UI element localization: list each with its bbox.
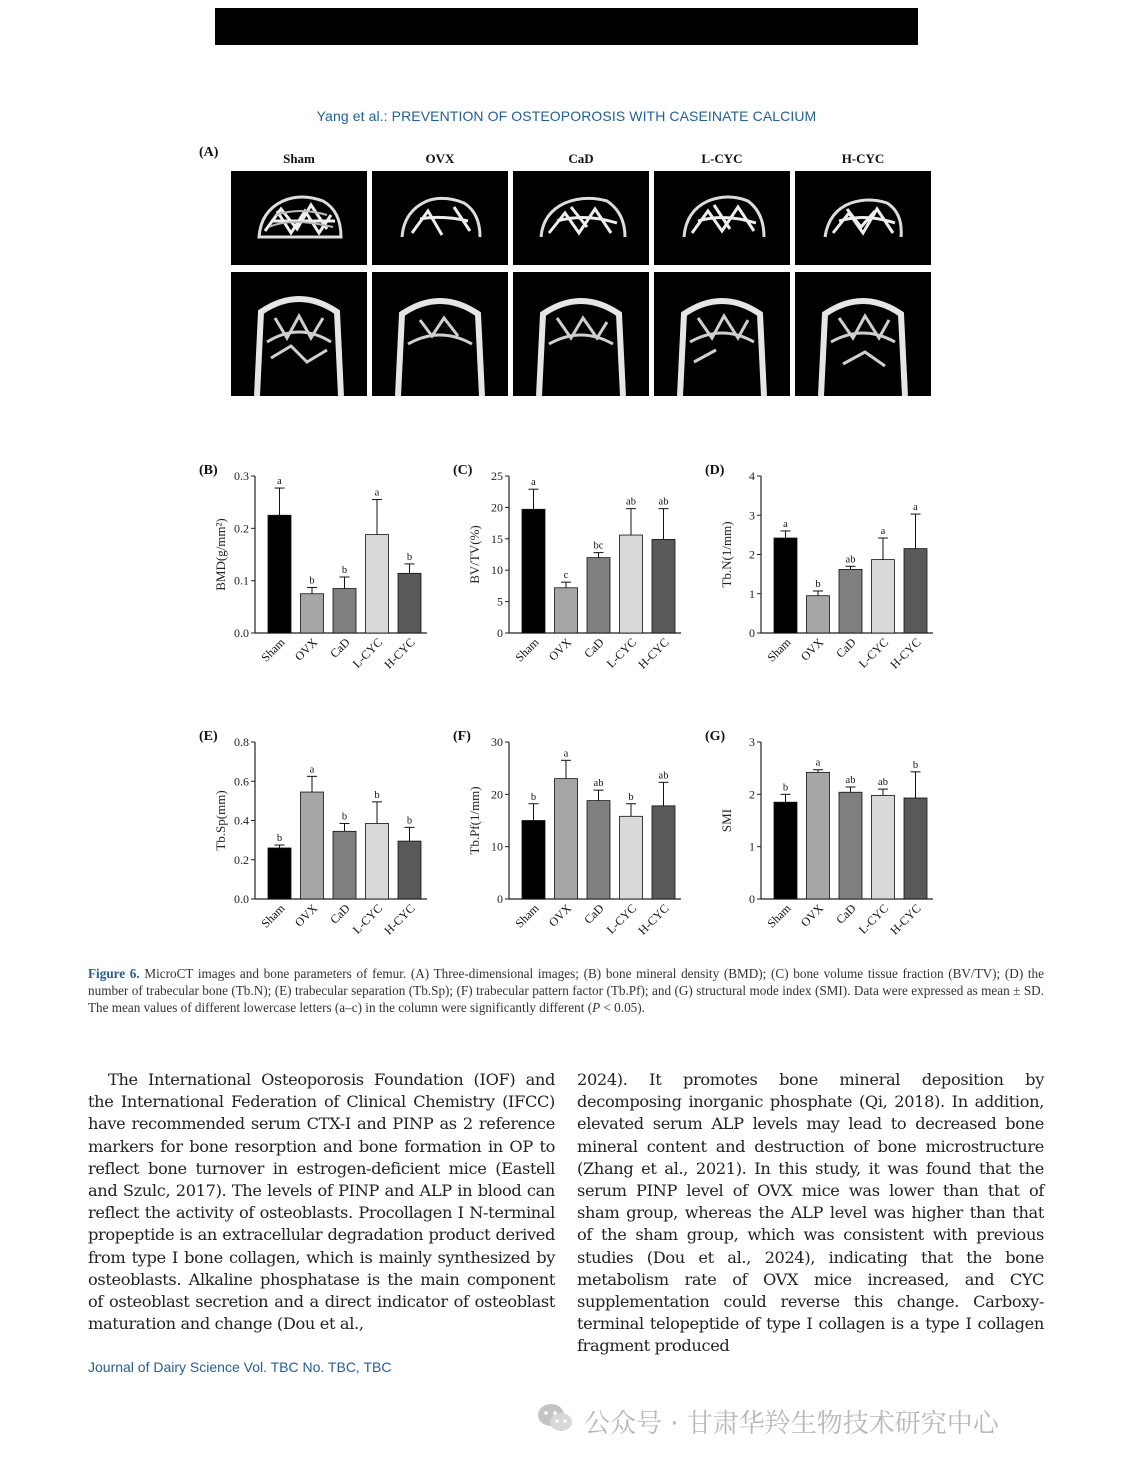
y-tick-label: 0.0 bbox=[234, 626, 249, 640]
journal-footer: Journal of Dairy Science Vol. TBC No. TBC, TBC bbox=[88, 1359, 392, 1375]
chart-svg bbox=[449, 460, 674, 675]
significance-label: a bbox=[309, 764, 315, 776]
bar-l-cyc bbox=[620, 816, 643, 899]
ct-femur-image-ovx bbox=[372, 272, 508, 396]
ct-3d-image-cad bbox=[513, 171, 649, 265]
chart-tb-sp bbox=[195, 726, 420, 941]
category-label: OVX bbox=[291, 901, 321, 930]
bar-l-cyc bbox=[872, 560, 895, 633]
bar-cad bbox=[839, 792, 862, 899]
significance-label: c bbox=[563, 570, 569, 582]
significance-label: b bbox=[406, 551, 413, 563]
category-label: OVX bbox=[291, 635, 321, 664]
bar-ovx bbox=[301, 594, 324, 633]
significance-label: a bbox=[374, 487, 380, 499]
y-tick-label: 15 bbox=[491, 531, 503, 546]
panel-label: (D) bbox=[705, 463, 725, 478]
caption-p-symbol: P bbox=[592, 1000, 601, 1015]
bar-cad bbox=[333, 589, 356, 633]
category-label: L-CYC bbox=[855, 901, 892, 937]
ct-femur-image-h-cyc bbox=[795, 272, 931, 396]
category-label: CaD bbox=[833, 901, 859, 927]
significance-label: b bbox=[276, 833, 283, 845]
y-axis-label: Tb.Pf(1/mm) bbox=[467, 786, 482, 855]
y-tick-label: 0 bbox=[497, 626, 503, 640]
image-label-l-cyc: L-CYC bbox=[701, 151, 743, 166]
category-label: CaD bbox=[581, 901, 607, 927]
running-head: Yang et al.: PREVENTION OF OSTEOPOROSIS WITH CASEINATE CALCIUM bbox=[316, 108, 817, 124]
y-axis-label: BV/TV(%) bbox=[467, 525, 482, 584]
significance-label: ab bbox=[845, 554, 856, 566]
y-tick-label: 0.8 bbox=[234, 735, 249, 749]
bar-h-cyc bbox=[652, 806, 675, 899]
significance-label: b bbox=[782, 782, 789, 794]
bar-h-cyc bbox=[904, 549, 927, 633]
category-label: OVX bbox=[797, 635, 827, 664]
bar-h-cyc bbox=[904, 798, 927, 899]
y-tick-label: 20 bbox=[491, 500, 503, 515]
category-label: Sham bbox=[764, 635, 794, 665]
bar-l-cyc bbox=[366, 535, 389, 633]
panel-label: (C) bbox=[453, 463, 473, 478]
category-label: L-CYC bbox=[603, 901, 640, 937]
chart-svg bbox=[701, 460, 926, 675]
ct-femur-image-cad bbox=[513, 272, 649, 396]
category-label: CaD bbox=[833, 635, 859, 661]
bar-l-cyc bbox=[620, 535, 643, 633]
body-column-left: The International Osteoporosis Foundation (IOF) and the International Federation of Clinical Chemistry (IFCC) have recommended serum CTX-I and PINP as 2 reference markers for bone resorption and bone formation in OP to reflect bone turnover in estrogen-deficient mice (Eastell and Szulc, 2017). The levels of PINP and ALP in blood can reflect the activity of osteoblasts. Procollagen I N-terminal propeptide is an extracellular degradation product derived from type I bone collagen, which is mainly synthesized by osteoblasts. Alkaline phosphatase is the main component of osteoblast secretion and a direct indicator of osteoblast maturation and change (Dou et al., bbox=[88, 1070, 555, 1334]
significance-label: a bbox=[913, 502, 918, 514]
significance-label: ab bbox=[658, 496, 669, 508]
significance-label: b bbox=[912, 759, 919, 771]
panel-label: (B) bbox=[199, 463, 218, 478]
category-label: CaD bbox=[327, 901, 353, 927]
chart-bmd bbox=[195, 460, 420, 675]
y-tick-label: 0 bbox=[749, 626, 755, 640]
significance-label: ab bbox=[845, 775, 856, 787]
category-label: H-CYC bbox=[381, 635, 418, 672]
bar-l-cyc bbox=[366, 823, 389, 899]
bar-sham bbox=[774, 802, 797, 899]
significance-label: b bbox=[374, 789, 380, 801]
category-label: L-CYC bbox=[855, 635, 892, 671]
bar-ovx bbox=[301, 792, 324, 899]
category-label: OVX bbox=[545, 901, 575, 930]
y-tick-label: 0.2 bbox=[234, 852, 249, 867]
panel-label: (G) bbox=[705, 729, 726, 744]
significance-label: a bbox=[531, 477, 536, 489]
significance-label: b bbox=[341, 565, 348, 577]
significance-label: b bbox=[628, 791, 634, 803]
significance-label: ab bbox=[626, 496, 636, 508]
bar-cad bbox=[587, 558, 610, 633]
y-tick-label: 1 bbox=[749, 586, 755, 601]
chart-svg bbox=[195, 726, 420, 941]
y-axis-label: Tb.N(1/mm) bbox=[719, 521, 734, 588]
chart-bv-tv bbox=[449, 460, 674, 675]
significance-label: b bbox=[309, 575, 315, 587]
significance-label: b bbox=[341, 811, 348, 823]
category-label: Sham bbox=[258, 901, 288, 931]
y-tick-label: 25 bbox=[491, 469, 503, 483]
y-tick-label: 2 bbox=[749, 547, 755, 562]
significance-label: ab bbox=[658, 770, 669, 782]
category-label: H-CYC bbox=[635, 635, 672, 672]
y-tick-label: 10 bbox=[491, 839, 503, 854]
bar-l-cyc bbox=[872, 795, 895, 899]
bar-sham bbox=[522, 821, 545, 900]
y-tick-label: 3 bbox=[749, 735, 755, 749]
bar-ovx bbox=[555, 588, 578, 633]
significance-label: a bbox=[880, 526, 886, 538]
bar-h-cyc bbox=[652, 539, 675, 633]
y-tick-label: 20 bbox=[491, 787, 503, 802]
y-tick-label: 3 bbox=[749, 508, 755, 523]
y-tick-label: 1 bbox=[749, 839, 755, 854]
significance-label: ab bbox=[878, 777, 888, 789]
ct-3d-image-sham bbox=[231, 171, 367, 265]
bar-sham bbox=[774, 538, 797, 633]
bar-h-cyc bbox=[398, 573, 421, 633]
bar-ovx bbox=[807, 596, 830, 633]
category-label: OVX bbox=[797, 901, 827, 930]
ct-3d-image-h-cyc bbox=[795, 171, 931, 265]
figure-caption bbox=[88, 965, 1044, 1016]
figure-label: Figure 6. bbox=[88, 966, 140, 981]
chart-smi bbox=[701, 726, 926, 941]
body-column-right: 2024). It promotes bone mineral deposition by decomposing inorganic phosphate (Qi, 2018). In addition, elevated serum ALP levels may lead to decreased bone mineral content and destruction of bone microstructure (Zhang et al., 2021). In this study, it was found that the serum PINP level of OVX mice was lower than that of sham group, whereas the ALP level was higher than that of the sham group, which was consistent with previous studies (Dou et al., 2024), indicating that the bone metabolism rate of OVX mice increased, and CYC supplementation could reverse this change. Carboxy-terminal telopeptide of type I collagen is a type I collagen fragment produced bbox=[577, 1070, 1044, 1356]
significance-label: a bbox=[277, 476, 282, 488]
bar-cad bbox=[839, 569, 862, 633]
category-label: Sham bbox=[764, 901, 794, 931]
redaction-bar bbox=[215, 8, 918, 45]
y-tick-label: 0.1 bbox=[234, 573, 249, 588]
category-label: CaD bbox=[327, 635, 353, 661]
bar-ovx bbox=[807, 772, 830, 899]
chart-tb-pf bbox=[449, 726, 674, 941]
y-tick-label: 0 bbox=[749, 892, 755, 906]
chart-svg bbox=[701, 726, 926, 941]
bar-ovx bbox=[555, 779, 578, 899]
y-axis-label: BMD(g/mm²) bbox=[213, 518, 228, 591]
image-label-h-cyc: H-CYC bbox=[841, 151, 885, 166]
chart-svg bbox=[195, 460, 420, 675]
image-label-cad: CaD bbox=[568, 151, 594, 166]
y-tick-label: 2 bbox=[749, 787, 755, 802]
y-tick-label: 0 bbox=[497, 892, 503, 906]
significance-label: b bbox=[406, 815, 413, 827]
y-tick-label: 0.3 bbox=[234, 469, 249, 483]
category-label: H-CYC bbox=[887, 635, 924, 672]
y-tick-label: 0.2 bbox=[234, 521, 249, 536]
category-label: Sham bbox=[512, 635, 542, 665]
category-label: L-CYC bbox=[349, 635, 386, 671]
significance-label: b bbox=[815, 579, 821, 591]
bar-sham bbox=[268, 515, 291, 633]
bar-sham bbox=[522, 509, 545, 633]
wechat-icon bbox=[536, 1402, 574, 1441]
image-label-sham: Sham bbox=[283, 151, 315, 166]
y-tick-label: 4 bbox=[749, 469, 755, 483]
significance-label: a bbox=[563, 748, 569, 760]
category-label: H-CYC bbox=[887, 901, 924, 938]
significance-label: a bbox=[815, 757, 821, 769]
bar-cad bbox=[587, 801, 610, 899]
chart-tb-n bbox=[701, 460, 926, 675]
bar-sham bbox=[268, 848, 291, 899]
category-label: H-CYC bbox=[635, 901, 672, 938]
y-axis-label: Tb.Sp(mm) bbox=[213, 790, 228, 851]
y-axis-label: SMI bbox=[719, 808, 734, 833]
bar-cad bbox=[333, 831, 356, 899]
y-tick-label: 5 bbox=[497, 594, 503, 609]
y-tick-label: 30 bbox=[491, 735, 503, 749]
ct-femur-image-sham bbox=[231, 272, 367, 396]
image-label-ovx: OVX bbox=[425, 151, 455, 166]
category-label: L-CYC bbox=[349, 901, 386, 937]
significance-label: ab bbox=[593, 778, 604, 790]
caption-text-2: < 0.05). bbox=[600, 1000, 645, 1015]
ct-3d-image-ovx bbox=[372, 171, 508, 265]
category-label: CaD bbox=[581, 635, 607, 661]
y-tick-label: 10 bbox=[491, 563, 503, 578]
y-tick-label: 0.4 bbox=[234, 813, 249, 828]
y-tick-label: 0.6 bbox=[234, 774, 249, 789]
panel-a-label: (A) bbox=[199, 145, 219, 160]
chart-svg bbox=[449, 726, 674, 941]
ct-femur-image-l-cyc bbox=[654, 272, 790, 396]
category-label: H-CYC bbox=[381, 901, 418, 938]
watermark-text: 公众号 · 甘肃华羚生物技术研究中心 bbox=[584, 1409, 999, 1439]
y-tick-label: 0.0 bbox=[234, 892, 249, 906]
bar-h-cyc bbox=[398, 841, 421, 899]
significance-label: bc bbox=[593, 540, 604, 552]
category-label: Sham bbox=[512, 901, 542, 931]
panel-label: (E) bbox=[199, 729, 218, 744]
caption-text-1: MicroCT images and bone parameters of femur. (A) Three-dimensional images; (B) bone mineral density (BMD); (C) bone volume tissue fraction (BV/TV); (D) the number of trabecular bone (Tb.N); (E) trabecular separation (Tb.Sp); (F) trabecular pattern factor (Tb.Pf); and (G) structural mode index (SMI). Data were expressed as mean ± SD. The mean values of different lowercase letters (a–c) in the column were significantly different ( bbox=[88, 966, 1044, 1015]
panel-label: (F) bbox=[453, 729, 471, 744]
watermark bbox=[536, 1402, 999, 1441]
category-label: OVX bbox=[545, 635, 575, 664]
ct-3d-image-l-cyc bbox=[654, 171, 790, 265]
significance-label: b bbox=[530, 791, 537, 803]
category-label: Sham bbox=[258, 635, 288, 665]
category-label: L-CYC bbox=[603, 635, 640, 671]
significance-label: a bbox=[783, 518, 788, 530]
